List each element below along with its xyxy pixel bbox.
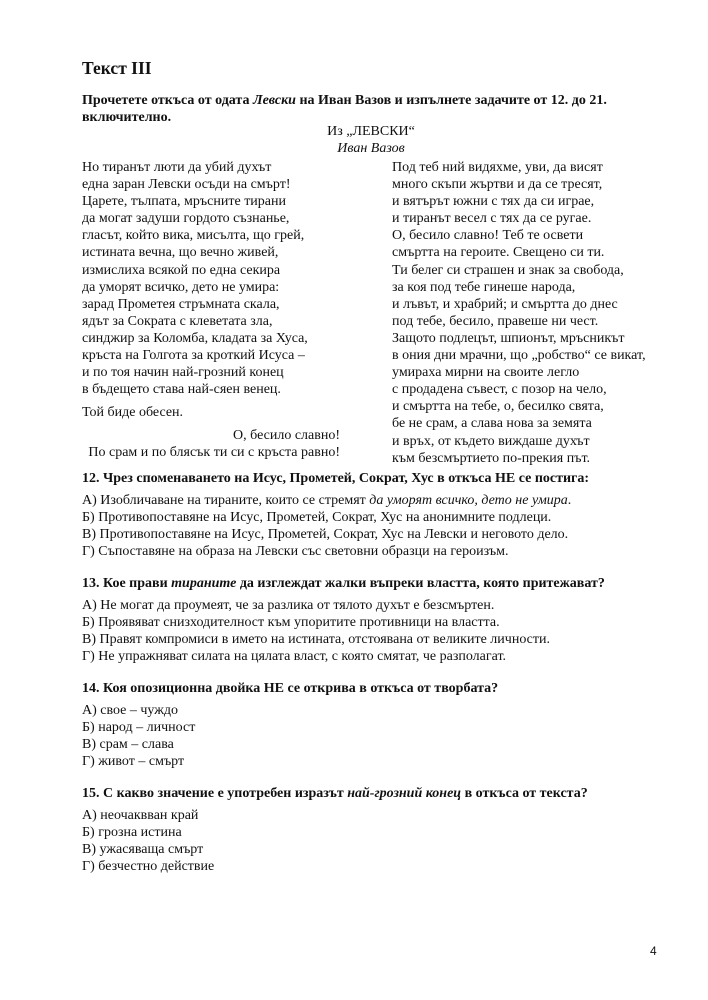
poem-line: към безсмъртието по-прекия път.: [392, 450, 591, 466]
question-text: 15. С какво значение е употребен изразът: [82, 786, 348, 801]
poem-line: ядът за Сократа с клеветата зла,: [82, 313, 273, 329]
question-13-options: [82, 597, 550, 665]
poem-line: измислиха всякой по една секира: [82, 262, 281, 278]
poem-line: синджир за Коломба, кладата за Хуса,: [82, 330, 308, 346]
option-c[interactable]: В) срам – слава: [82, 737, 174, 753]
poem-right-column: [392, 159, 682, 467]
poem-line: истината вечна, що вечно живей,: [82, 245, 279, 261]
poem-author: Иван Вазов: [337, 141, 405, 156]
poem-line: зарад Прометея стръмната скала,: [82, 296, 280, 312]
question-14-options: [82, 702, 195, 770]
instruction-part2: на Иван Вазов и изпълнете задачите от 12. до 21.: [295, 93, 607, 108]
poem-line: под тебе, бесило, правеше ни чест.: [392, 313, 599, 329]
question-13: [82, 576, 605, 592]
poem-line: смъртта на героите. Свещено си ти.: [392, 245, 605, 261]
poem-line: бе не срам, а слава нова за земята: [392, 416, 592, 432]
poem-left-column: [82, 159, 382, 398]
poem-line: и по тоя начин най-грозний конец: [82, 365, 284, 381]
question-12-options: [82, 492, 571, 560]
option-d[interactable]: Г) безчестно действие: [82, 859, 215, 875]
section-title: Текст III: [82, 58, 152, 78]
question-keyword: най-грозний конец: [347, 786, 462, 801]
poem-line: и връх, от където виждаше духът: [392, 433, 590, 449]
option-a[interactable]: А) Не могат да проумеят, че за разлика от тялото духът е безсмъртен.: [82, 598, 495, 613]
question-12: 12. Чрез споменаването на Исус, Прометей, Сократ, Хус в откъса НЕ се постига:: [82, 471, 590, 486]
question-text: в откъса от текста?: [461, 786, 588, 801]
poem-line: за коя под тебе гинеше народа,: [392, 279, 576, 295]
poem-line: и смъртта на тебе, о, бесилко свята,: [392, 399, 604, 415]
poem-line: с продадена съвест, с позор на чело,: [392, 382, 607, 398]
poem-line: и лъвът, и храбрий; и смъртта до днес: [392, 296, 618, 312]
option-d[interactable]: Г) Не упражняват силата на цялата власт, с която смятат, че разполагат.: [82, 649, 507, 665]
option-c[interactable]: В) Противопоставяне на Исус, Прометей, Сократ, Хус на Левски и неговото дело.: [82, 527, 569, 543]
option-b[interactable]: Б) грозна истина: [82, 825, 182, 841]
instruction-title: Левски: [252, 93, 296, 108]
poem-line: Ти белег си страшен и знак за свобода,: [392, 262, 624, 278]
question-keyword: тираните: [171, 576, 237, 591]
poem-line: да могат задуши гордото съзнанье,: [82, 211, 290, 227]
poem-line: и тиранът весел с тях да се ругае.: [392, 211, 592, 227]
question-15: [82, 786, 588, 802]
poem-heading: Из „ЛЕВСКИ“: [327, 124, 415, 139]
option-d[interactable]: Г) живот – смърт: [82, 754, 185, 770]
poem-ending-line: По срам и по блясък ти си с кръста равно!: [88, 445, 340, 460]
poem-ending-line: О, бесило славно!: [233, 428, 340, 443]
poem-line: една заран Левски осъди на смърт!: [82, 177, 291, 193]
poem-line: гласът, който вика, мисълта, що грей,: [82, 228, 305, 244]
option-d[interactable]: Г) Съпоставяне на образа на Левски със световни образци на героизъм.: [82, 544, 509, 560]
option-quote: да уморят всичко, дето не умира: [369, 493, 568, 508]
poem-line: О, бесило славно! Теб те освети: [392, 228, 584, 244]
question-15-options: [82, 807, 214, 875]
poem-line: кръста на Голгота за кроткий Исуса –: [82, 348, 305, 364]
page-number: 4: [650, 944, 657, 958]
option-c[interactable]: В) ужасяваща смърт: [82, 842, 204, 858]
question-text: 13. Кое прави: [82, 576, 172, 591]
instruction: [82, 92, 660, 110]
poem-line: в бъдещето става най-сяен венец.: [82, 382, 281, 398]
option-c[interactable]: В) Правят компромиси в името на истината, отстоявана от великите личности.: [82, 632, 550, 648]
question-text: да изглеждат жалки въпреки властта, която притежават?: [236, 576, 605, 591]
poem-line: в ония дни мрачни, що „робство“ се викат,: [392, 348, 646, 364]
question-14: 14. Коя опозиционна двойка НЕ се открива в откъса от творбата?: [82, 681, 499, 696]
poem-stanza-line: Той биде обесен.: [82, 405, 184, 420]
instruction-line2: включително.: [82, 110, 172, 125]
option-a[interactable]: А) неочаквван край: [82, 808, 199, 823]
poem-line: Под теб ний видяхме, уви, да висят: [392, 160, 603, 175]
poem-line: Защото подлецът, шпионът, мръсникът: [392, 330, 625, 346]
instruction-part1: Прочетете откъса от одата: [82, 93, 253, 108]
option-end: .: [567, 493, 572, 508]
poem-line: Но тиранът люти да убий духът: [82, 160, 272, 175]
option-a[interactable]: [82, 492, 571, 509]
poem-line: умираха мирни на своите легло: [392, 365, 580, 381]
option-b[interactable]: Б) народ – личност: [82, 720, 196, 736]
poem-line: много скъпи жъртви и да се тресят,: [392, 177, 603, 193]
poem-line: Царете, тълпата, мръсните тирани: [82, 194, 286, 210]
poem-line: и вятърът южни с тях да си играе,: [392, 194, 595, 210]
poem-line: да уморят всичко, дето не умира:: [82, 279, 280, 295]
option-a[interactable]: А) свое – чуждо: [82, 703, 179, 718]
option-b[interactable]: Б) Противопоставяне на Исус, Прометей, Сократ, Хус на анонимните подлеци.: [82, 510, 552, 526]
option-b[interactable]: Б) Проявяват снизходителност към упоритите противници на властта.: [82, 615, 500, 631]
option-text: А) Изобличаване на тираните, които се стремят: [82, 493, 370, 508]
